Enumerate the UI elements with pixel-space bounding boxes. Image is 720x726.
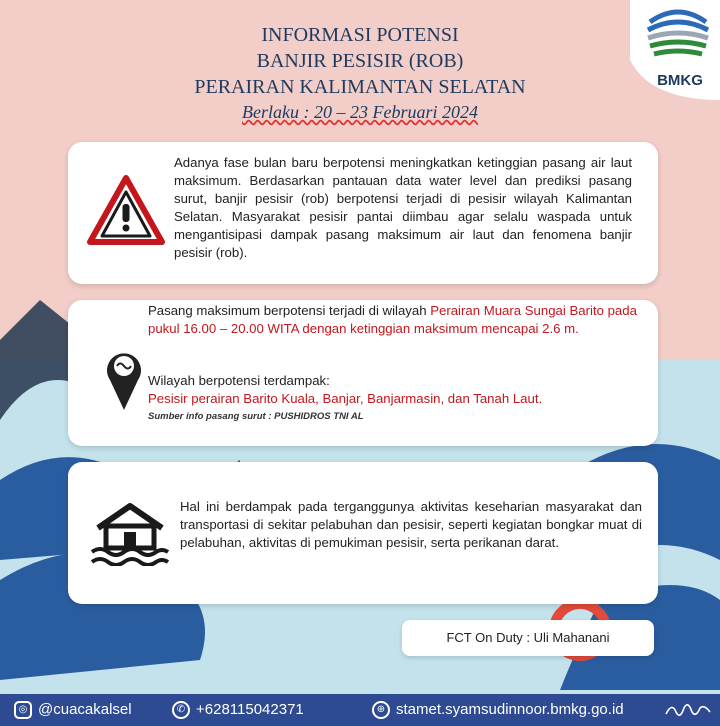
bmkg-logo-text: BMKG	[657, 72, 703, 89]
high-tide-location: Perairan Muara Sungai Barito pada pukul 16.00 – 20.00 WITA dengan ketinggian maksimum mencapai 2.6 m.	[148, 303, 637, 336]
warning-triangle-icon	[86, 174, 166, 246]
globe-icon: ⊕	[372, 701, 390, 719]
bmkg-logo	[630, 0, 720, 100]
signature-mark	[664, 700, 712, 720]
high-tide-text: Pasang maksimum berpotensi terjadi di wilayah	[148, 303, 431, 318]
instagram-icon: ◎	[14, 701, 32, 719]
warning-text: Adanya fase bulan baru berpotensi meningkatkan ketinggian pasang air laut maksimum. Berdasarkan pantauan data water level dan prediksi pasang surut, banjir pesisir (rob) berpotensi terjadi di pesisir wilayah Kalimantan Selatan. Masyarakat pesisir pantai diimbau agar selalu waspada untuk mengantisipasi dampak pasang maksimum air laut dan fenomena banjir pesisir (rob).	[174, 155, 632, 260]
footer-whatsapp[interactable]	[172, 694, 304, 726]
flooded-house-icon	[90, 502, 170, 566]
whatsapp-number: +628115042371	[196, 701, 304, 718]
info-card-warning	[68, 142, 658, 284]
footer-bar	[0, 694, 720, 726]
whatsapp-icon: ✆	[172, 701, 190, 719]
footer-instagram[interactable]	[14, 694, 132, 726]
location-pin-icon	[104, 342, 144, 412]
validity-period: Berlaku : 20 – 23 Februari 2024	[242, 102, 478, 122]
high-tide-info	[148, 302, 654, 338]
affected-area-list: Pesisir perairan Barito Kuala, Banjar, Banjarmasin, dan Tanah Laut.	[148, 391, 543, 406]
affected-area-label: Wilayah berpotensi terdampak:	[148, 373, 330, 388]
source-note: Sumber info pasang surut : PUSHIDROS TNI AL	[148, 411, 364, 422]
forecaster-on-duty: FCT On Duty : Uli Mahanani	[402, 620, 654, 656]
impact-text: Hal ini berdampak pada terganggunya aktivitas keseharian masyarakat dan transportasi di sekitar pelabuhan dan pesisir, seperti kegiatan bongkar muat di pelabuhan, aktivitas di pemukiman pesisir, serta perikanan darat.	[180, 499, 642, 550]
info-card-impact	[68, 462, 658, 604]
instagram-handle: @cuacakalsel	[38, 701, 132, 718]
footer-website[interactable]	[372, 694, 624, 726]
website-url: stamet.syamsudinnoor.bmkg.go.id	[396, 701, 624, 718]
title-line-3: PERAIRAN KALIMANTAN SELATAN	[194, 76, 526, 98]
title-line-1: INFORMASI POTENSI	[261, 24, 459, 46]
info-card-location	[68, 300, 658, 446]
affected-area-info	[148, 372, 654, 426]
page-title	[150, 22, 570, 100]
title-line-2: BANJIR PESISIR (ROB)	[256, 50, 464, 72]
